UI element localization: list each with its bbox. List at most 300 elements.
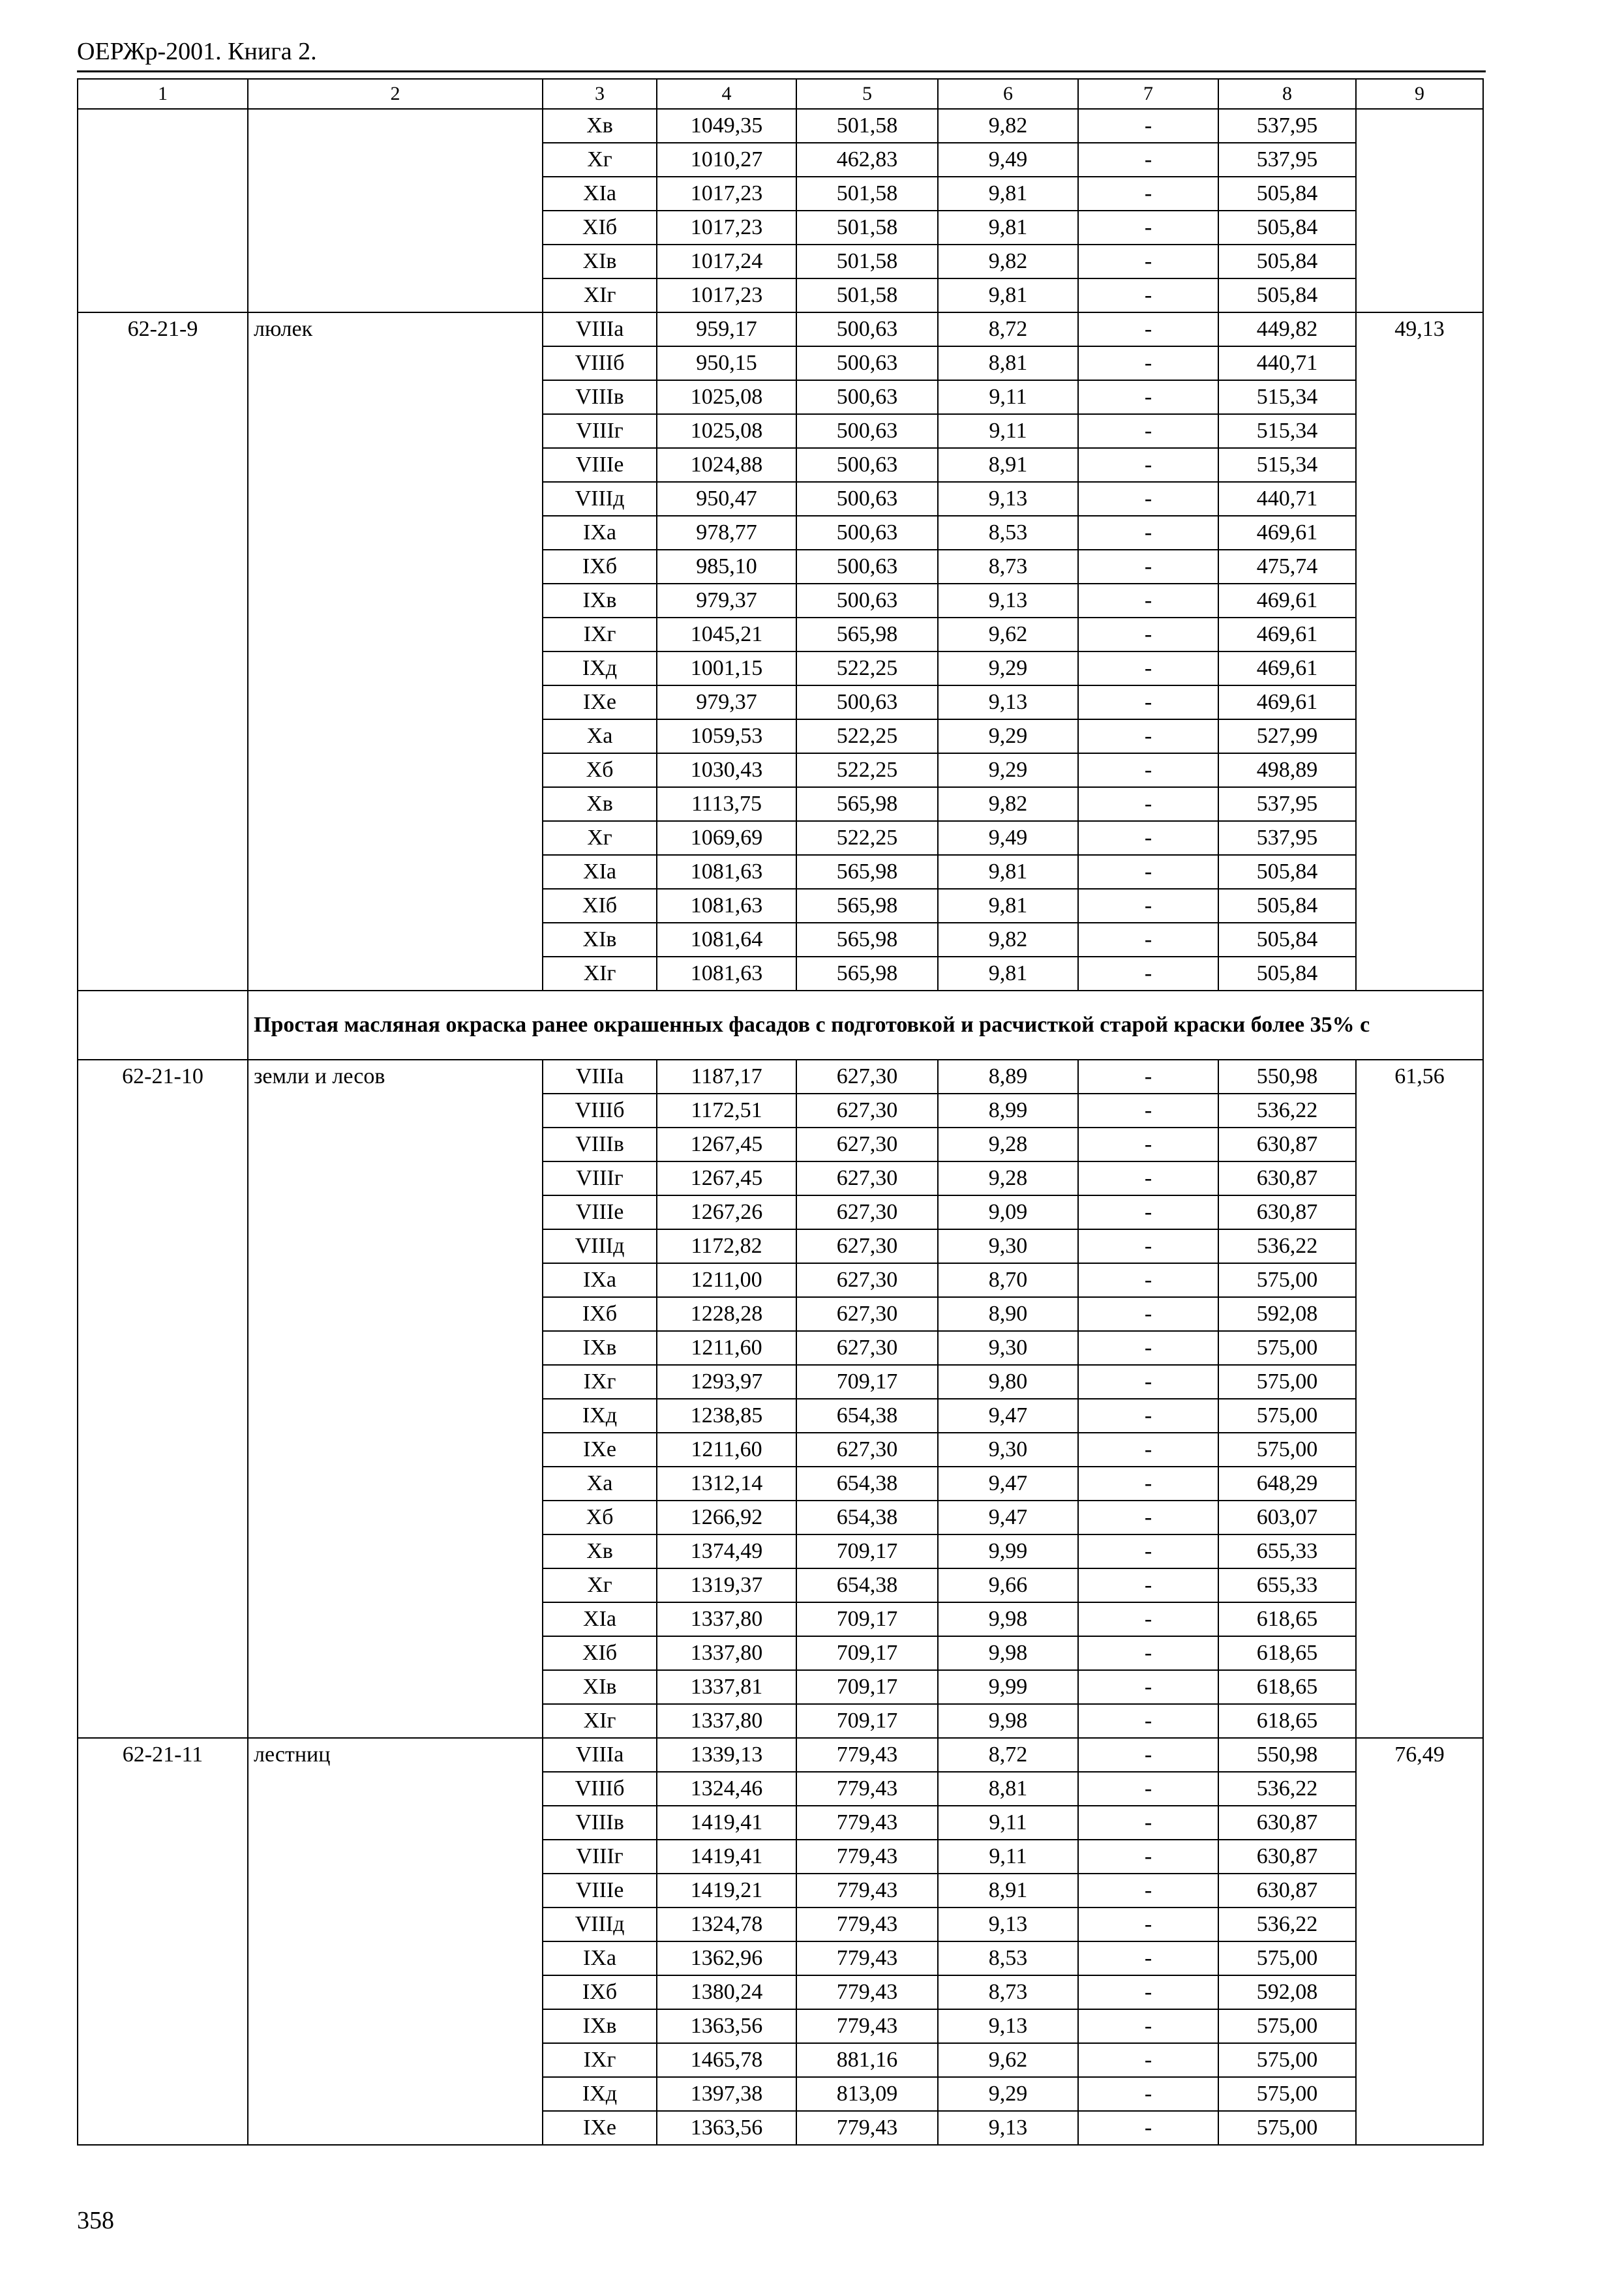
- rate-cell: VIIIе: [543, 448, 657, 482]
- rate-cell: 655,33: [1218, 1534, 1356, 1568]
- rate-cell: 9,99: [938, 1670, 1078, 1704]
- rate-cell: 1025,08: [657, 380, 796, 414]
- rate-cell: Xг: [543, 821, 657, 855]
- rate-cell: 505,84: [1218, 923, 1356, 957]
- rate-cell: 1081,63: [657, 957, 796, 991]
- rate-cell: VIIIб: [543, 1094, 657, 1128]
- rate-cell: 500,63: [796, 685, 938, 719]
- table-row: [78, 109, 1483, 143]
- rate-cell: XIв: [543, 1670, 657, 1704]
- rate-cell: 1419,21: [657, 1874, 796, 1908]
- rate-cell: 536,22: [1218, 1772, 1356, 1806]
- rate-cell: 9,98: [938, 1602, 1078, 1636]
- rate-cell: 655,33: [1218, 1568, 1356, 1602]
- rate-cell: 630,87: [1218, 1195, 1356, 1229]
- rate-cell: XIа: [543, 177, 657, 211]
- rate-cell: IXа: [543, 1941, 657, 1975]
- rate-cell: 537,95: [1218, 109, 1356, 143]
- rate-cell: -: [1078, 1195, 1218, 1229]
- rate-cell: IXе: [543, 1433, 657, 1467]
- rate-cell: 813,09: [796, 2077, 938, 2111]
- rate-cell: 1081,63: [657, 855, 796, 889]
- rate-cell: 627,30: [796, 1263, 938, 1297]
- rate-cell: 515,34: [1218, 448, 1356, 482]
- rate-norm: 76,49: [1356, 1738, 1483, 2145]
- rate-cell: 1172,82: [657, 1229, 796, 1263]
- rate-cell: XIг: [543, 1704, 657, 1738]
- rate-cell: 9,81: [938, 957, 1078, 991]
- rate-cell: -: [1078, 143, 1218, 177]
- rate-cell: -: [1078, 1501, 1218, 1534]
- rate-cell: -: [1078, 177, 1218, 211]
- rate-cell: 575,00: [1218, 2077, 1356, 2111]
- rate-cell: 1017,24: [657, 245, 796, 278]
- rate-cell: 575,00: [1218, 1433, 1356, 1467]
- rate-cell: 8,91: [938, 1874, 1078, 1908]
- rate-cell: IXе: [543, 2111, 657, 2145]
- rate-cell: 1337,80: [657, 1704, 796, 1738]
- rate-cell: XIг: [543, 278, 657, 312]
- rate-cell: 565,98: [796, 957, 938, 991]
- rate-cell: -: [1078, 346, 1218, 380]
- rate-cell: -: [1078, 1331, 1218, 1365]
- rate-cell: 1025,08: [657, 414, 796, 448]
- rate-cell: 500,63: [796, 380, 938, 414]
- rate-cell: 9,82: [938, 787, 1078, 821]
- rate-cell: 1337,80: [657, 1602, 796, 1636]
- rate-cell: 779,43: [796, 1908, 938, 1941]
- rate-cell: 8,72: [938, 1738, 1078, 1772]
- rate-code: 62-21-9: [78, 312, 248, 991]
- rate-cell: 501,58: [796, 278, 938, 312]
- rate-cell: 630,87: [1218, 1874, 1356, 1908]
- rate-cell: Xв: [543, 787, 657, 821]
- rate-cell: 469,61: [1218, 584, 1356, 618]
- rate-cell: 627,30: [796, 1195, 938, 1229]
- rate-cell: 630,87: [1218, 1161, 1356, 1195]
- rate-cell: 522,25: [796, 651, 938, 685]
- rate-cell: VIIIе: [543, 1195, 657, 1229]
- rate-cell: 9,47: [938, 1467, 1078, 1501]
- rate-cell: 618,65: [1218, 1670, 1356, 1704]
- rate-cell: -: [1078, 1263, 1218, 1297]
- rate-cell: -: [1078, 584, 1218, 618]
- rate-cell: -: [1078, 889, 1218, 923]
- section-row: [78, 991, 1483, 1060]
- rate-cell: 527,99: [1218, 719, 1356, 753]
- rate-cell: 779,43: [796, 1772, 938, 1806]
- rate-cell: 1419,41: [657, 1840, 796, 1874]
- rate-cell: 575,00: [1218, 1941, 1356, 1975]
- rate-cell: 618,65: [1218, 1636, 1356, 1670]
- rate-cell: -: [1078, 1161, 1218, 1195]
- rate-cell: 575,00: [1218, 1331, 1356, 1365]
- rate-cell: 500,63: [796, 516, 938, 550]
- rate-cell: 1362,96: [657, 1941, 796, 1975]
- rate-cell: -: [1078, 1297, 1218, 1331]
- rate-cell: 9,30: [938, 1229, 1078, 1263]
- rate-cell: 537,95: [1218, 821, 1356, 855]
- rate-cell: 550,98: [1218, 1060, 1356, 1094]
- rate-cell: 1267,45: [657, 1161, 796, 1195]
- rate-cell: IXг: [543, 2043, 657, 2077]
- rate-cell: 709,17: [796, 1670, 938, 1704]
- rate-cell: XIв: [543, 245, 657, 278]
- rate-cell: -: [1078, 618, 1218, 651]
- section-title: Простая масляная окраска ранее окрашенных фасадов с подготовкой и расчисткой старой краски более 35% с: [248, 991, 1483, 1060]
- rate-cell: 8,53: [938, 1941, 1078, 1975]
- rate-cell: 978,77: [657, 516, 796, 550]
- rate-cell: 515,34: [1218, 414, 1356, 448]
- rate-cell: 627,30: [796, 1161, 938, 1195]
- rate-cell: 9,29: [938, 2077, 1078, 2111]
- rate-cell: 1339,13: [657, 1738, 796, 1772]
- rate-cell: 1017,23: [657, 211, 796, 245]
- rate-cell: 501,58: [796, 109, 938, 143]
- rate-cell: 1172,51: [657, 1094, 796, 1128]
- rate-cell: -: [1078, 1365, 1218, 1399]
- rate-cell: 8,99: [938, 1094, 1078, 1128]
- rate-cell: 1397,38: [657, 2077, 796, 2111]
- rate-cell: XIа: [543, 855, 657, 889]
- rate-cell: 1380,24: [657, 1975, 796, 2009]
- rate-cell: -: [1078, 312, 1218, 346]
- table-row: [78, 1060, 1483, 1094]
- rate-cell: VIIIа: [543, 1060, 657, 1094]
- rate-cell: 1187,17: [657, 1060, 796, 1094]
- rate-cell: 575,00: [1218, 1263, 1356, 1297]
- rate-cell: 709,17: [796, 1704, 938, 1738]
- rate-cell: 1337,80: [657, 1636, 796, 1670]
- rate-cell: -: [1078, 1772, 1218, 1806]
- rate-cell: 1001,15: [657, 651, 796, 685]
- table-row: [78, 1738, 1483, 1772]
- rate-cell: -: [1078, 1467, 1218, 1501]
- rate-code: [78, 109, 248, 312]
- rate-cell: 575,00: [1218, 2111, 1356, 2145]
- rate-cell: 9,81: [938, 177, 1078, 211]
- rate-cell: 505,84: [1218, 278, 1356, 312]
- rate-cell: XIа: [543, 1602, 657, 1636]
- rate-cell: 462,83: [796, 143, 938, 177]
- rate-cell: 1010,27: [657, 143, 796, 177]
- rate-cell: 709,17: [796, 1602, 938, 1636]
- rate-cell: IXа: [543, 1263, 657, 1297]
- rate-cell: -: [1078, 1806, 1218, 1840]
- rate-cell: XIб: [543, 211, 657, 245]
- rate-cell: 8,70: [938, 1263, 1078, 1297]
- rate-cell: 8,91: [938, 448, 1078, 482]
- rate-cell: 9,80: [938, 1365, 1078, 1399]
- page-number: 358: [77, 2207, 114, 2234]
- rate-cell: 8,73: [938, 550, 1078, 584]
- rate-code: 62-21-11: [78, 1738, 248, 2145]
- rate-norm: 61,56: [1356, 1060, 1483, 1738]
- rate-cell: 522,25: [796, 753, 938, 787]
- rate-cell: 950,15: [657, 346, 796, 380]
- rate-cell: 536,22: [1218, 1229, 1356, 1263]
- rate-cell: -: [1078, 1399, 1218, 1433]
- rate-cell: 592,08: [1218, 1975, 1356, 2009]
- rate-cell: 1312,14: [657, 1467, 796, 1501]
- rate-cell: -: [1078, 2009, 1218, 2043]
- rate-cell: IXд: [543, 1399, 657, 1433]
- rate-cell: 565,98: [796, 618, 938, 651]
- rate-cell: 603,07: [1218, 1501, 1356, 1534]
- rate-cell: 709,17: [796, 1534, 938, 1568]
- rate-cell: -: [1078, 1975, 1218, 2009]
- rate-cell: 627,30: [796, 1331, 938, 1365]
- rate-cell: IXд: [543, 651, 657, 685]
- rate-cell: 1465,78: [657, 2043, 796, 2077]
- section-code-cell: [78, 991, 248, 1060]
- rate-cell: 1211,00: [657, 1263, 796, 1297]
- rate-cell: 565,98: [796, 787, 938, 821]
- rate-cell: XIб: [543, 889, 657, 923]
- rate-cell: -: [1078, 2043, 1218, 2077]
- rate-cell: 950,47: [657, 482, 796, 516]
- rate-cell: -: [1078, 1704, 1218, 1738]
- rates-table: [77, 78, 1484, 2146]
- rate-cell: 1267,26: [657, 1195, 796, 1229]
- rate-cell: 500,63: [796, 346, 938, 380]
- rate-name: люлек: [248, 312, 543, 991]
- column-number: 3: [543, 79, 657, 109]
- rate-cell: 1266,92: [657, 1501, 796, 1534]
- rate-cell: 505,84: [1218, 889, 1356, 923]
- rate-cell: -: [1078, 1840, 1218, 1874]
- rate-cell: 9,49: [938, 143, 1078, 177]
- rate-cell: 779,43: [796, 2111, 938, 2145]
- rate-cell: 565,98: [796, 923, 938, 957]
- rate-cell: IXа: [543, 516, 657, 550]
- rate-cell: -: [1078, 1738, 1218, 1772]
- rate-cell: 9,29: [938, 753, 1078, 787]
- rate-cell: -: [1078, 1602, 1218, 1636]
- rate-cell: 469,61: [1218, 516, 1356, 550]
- rate-cell: 9,49: [938, 821, 1078, 855]
- column-number: 8: [1218, 79, 1356, 109]
- rate-cell: 9,13: [938, 1908, 1078, 1941]
- rate-cell: 1324,78: [657, 1908, 796, 1941]
- rate-cell: 1211,60: [657, 1331, 796, 1365]
- rate-cell: -: [1078, 1534, 1218, 1568]
- rate-cell: 498,89: [1218, 753, 1356, 787]
- rate-cell: 449,82: [1218, 312, 1356, 346]
- rate-cell: 979,37: [657, 584, 796, 618]
- rate-cell: VIIIд: [543, 482, 657, 516]
- rate-cell: -: [1078, 380, 1218, 414]
- rate-cell: IXе: [543, 685, 657, 719]
- rate-cell: Xв: [543, 1534, 657, 1568]
- rate-cell: 779,43: [796, 2009, 938, 2043]
- rate-cell: 985,10: [657, 550, 796, 584]
- rate-cell: -: [1078, 516, 1218, 550]
- rate-cell: 501,58: [796, 245, 938, 278]
- rate-cell: 9,82: [938, 245, 1078, 278]
- rate-cell: 627,30: [796, 1433, 938, 1467]
- rate-cell: -: [1078, 2077, 1218, 2111]
- rate-cell: 500,63: [796, 312, 938, 346]
- column-number: 9: [1356, 79, 1483, 109]
- rate-cell: 8,81: [938, 346, 1078, 380]
- rate-cell: 575,00: [1218, 1365, 1356, 1399]
- rate-cell: -: [1078, 1908, 1218, 1941]
- rate-cell: 500,63: [796, 584, 938, 618]
- rate-cell: 9,81: [938, 889, 1078, 923]
- rate-cell: 627,30: [796, 1094, 938, 1128]
- rate-cell: 9,11: [938, 414, 1078, 448]
- rate-cell: -: [1078, 1229, 1218, 1263]
- rate-name: лестниц: [248, 1738, 543, 2145]
- rate-cell: -: [1078, 1670, 1218, 1704]
- rate-cell: VIIIе: [543, 1874, 657, 1908]
- rate-cell: 779,43: [796, 1738, 938, 1772]
- rate-cell: 500,63: [796, 482, 938, 516]
- rate-cell: 627,30: [796, 1229, 938, 1263]
- rate-cell: 1113,75: [657, 787, 796, 821]
- rate-cell: 505,84: [1218, 245, 1356, 278]
- rate-cell: IXб: [543, 1975, 657, 2009]
- rate-cell: VIIIв: [543, 1128, 657, 1161]
- rate-cell: 550,98: [1218, 1738, 1356, 1772]
- rate-cell: 9,98: [938, 1636, 1078, 1670]
- rate-cell: -: [1078, 923, 1218, 957]
- rate-cell: 9,28: [938, 1128, 1078, 1161]
- rate-cell: 618,65: [1218, 1704, 1356, 1738]
- column-number: 6: [938, 79, 1078, 109]
- rate-cell: -: [1078, 1060, 1218, 1094]
- rate-cell: 592,08: [1218, 1297, 1356, 1331]
- rate-cell: VIIIд: [543, 1229, 657, 1263]
- rate-cell: 627,30: [796, 1060, 938, 1094]
- rate-cell: 9,47: [938, 1501, 1078, 1534]
- rate-cell: 9,99: [938, 1534, 1078, 1568]
- rate-cell: 1211,60: [657, 1433, 796, 1467]
- rate-cell: 979,37: [657, 685, 796, 719]
- page-header-title: ОЕРЖр-2001. Книга 2.: [77, 38, 317, 65]
- table-row: [78, 312, 1483, 346]
- rate-cell: 9,11: [938, 380, 1078, 414]
- rate-cell: 1337,81: [657, 1670, 796, 1704]
- rate-cell: 1363,56: [657, 2009, 796, 2043]
- rate-cell: 1293,97: [657, 1365, 796, 1399]
- rate-cell: 505,84: [1218, 211, 1356, 245]
- rate-cell: 9,66: [938, 1568, 1078, 1602]
- rate-cell: -: [1078, 651, 1218, 685]
- rate-cell: -: [1078, 1636, 1218, 1670]
- rate-cell: 9,47: [938, 1399, 1078, 1433]
- rate-cell: VIIIг: [543, 414, 657, 448]
- rate-cell: IXб: [543, 1297, 657, 1331]
- rate-cell: 709,17: [796, 1636, 938, 1670]
- rate-cell: -: [1078, 787, 1218, 821]
- rate-cell: 9,81: [938, 211, 1078, 245]
- rate-cell: 469,61: [1218, 618, 1356, 651]
- rate-cell: 1419,41: [657, 1806, 796, 1840]
- rate-cell: 627,30: [796, 1128, 938, 1161]
- rate-cell: 8,90: [938, 1297, 1078, 1331]
- rate-cell: 536,22: [1218, 1094, 1356, 1128]
- rate-cell: 505,84: [1218, 855, 1356, 889]
- rate-cell: 575,00: [1218, 2009, 1356, 2043]
- rate-cell: 515,34: [1218, 380, 1356, 414]
- rate-cell: 654,38: [796, 1501, 938, 1534]
- rate-cell: -: [1078, 211, 1218, 245]
- rate-cell: -: [1078, 685, 1218, 719]
- rate-cell: VIIIв: [543, 380, 657, 414]
- rate-cell: 959,17: [657, 312, 796, 346]
- rate-cell: VIIIа: [543, 1738, 657, 1772]
- rate-cell: 709,17: [796, 1365, 938, 1399]
- rate-cell: 9,81: [938, 855, 1078, 889]
- rate-name: земли и лесов: [248, 1060, 543, 1738]
- rate-cell: -: [1078, 1941, 1218, 1975]
- rate-cell: 779,43: [796, 1840, 938, 1874]
- rate-code: 62-21-10: [78, 1060, 248, 1738]
- rate-cell: 536,22: [1218, 1908, 1356, 1941]
- rate-cell: Xа: [543, 1467, 657, 1501]
- rate-cell: IXг: [543, 618, 657, 651]
- rate-cell: 500,63: [796, 550, 938, 584]
- rate-cell: -: [1078, 278, 1218, 312]
- rate-cell: -: [1078, 821, 1218, 855]
- rate-cell: IXб: [543, 550, 657, 584]
- rate-cell: XIб: [543, 1636, 657, 1670]
- rate-cell: 9,11: [938, 1840, 1078, 1874]
- rate-cell: -: [1078, 109, 1218, 143]
- rates-table-body: [78, 79, 1483, 2145]
- rate-cell: 565,98: [796, 855, 938, 889]
- rate-cell: VIIIг: [543, 1840, 657, 1874]
- rate-cell: 630,87: [1218, 1840, 1356, 1874]
- rate-cell: 1081,64: [657, 923, 796, 957]
- rate-cell: 9,82: [938, 923, 1078, 957]
- rate-cell: -: [1078, 957, 1218, 991]
- rate-cell: Xб: [543, 1501, 657, 1534]
- rate-cell: 654,38: [796, 1399, 938, 1433]
- rate-cell: XIв: [543, 923, 657, 957]
- rate-cell: 9,81: [938, 278, 1078, 312]
- header-rule: [77, 70, 1486, 72]
- rate-cell: 1030,43: [657, 753, 796, 787]
- rate-name: [248, 109, 543, 312]
- rate-cell: 779,43: [796, 1874, 938, 1908]
- rate-cell: 575,00: [1218, 2043, 1356, 2077]
- rate-cell: 1081,63: [657, 889, 796, 923]
- rate-cell: 9,13: [938, 2111, 1078, 2145]
- rate-cell: 881,16: [796, 2043, 938, 2077]
- rate-cell: 9,28: [938, 1161, 1078, 1195]
- rate-cell: 1324,46: [657, 1772, 796, 1806]
- rate-cell: 627,30: [796, 1297, 938, 1331]
- column-number: 4: [657, 79, 796, 109]
- rate-cell: 537,95: [1218, 787, 1356, 821]
- rate-cell: 1017,23: [657, 278, 796, 312]
- rate-cell: 501,58: [796, 177, 938, 211]
- rate-cell: 9,98: [938, 1704, 1078, 1738]
- rate-cell: -: [1078, 245, 1218, 278]
- rate-cell: 9,11: [938, 1806, 1078, 1840]
- column-number: 7: [1078, 79, 1218, 109]
- rate-cell: 779,43: [796, 1806, 938, 1840]
- rate-cell: IXг: [543, 1365, 657, 1399]
- rate-cell: -: [1078, 1568, 1218, 1602]
- rate-cell: -: [1078, 1094, 1218, 1128]
- rate-cell: VIIIд: [543, 1908, 657, 1941]
- rate-cell: 9,30: [938, 1433, 1078, 1467]
- rate-norm: 49,13: [1356, 312, 1483, 991]
